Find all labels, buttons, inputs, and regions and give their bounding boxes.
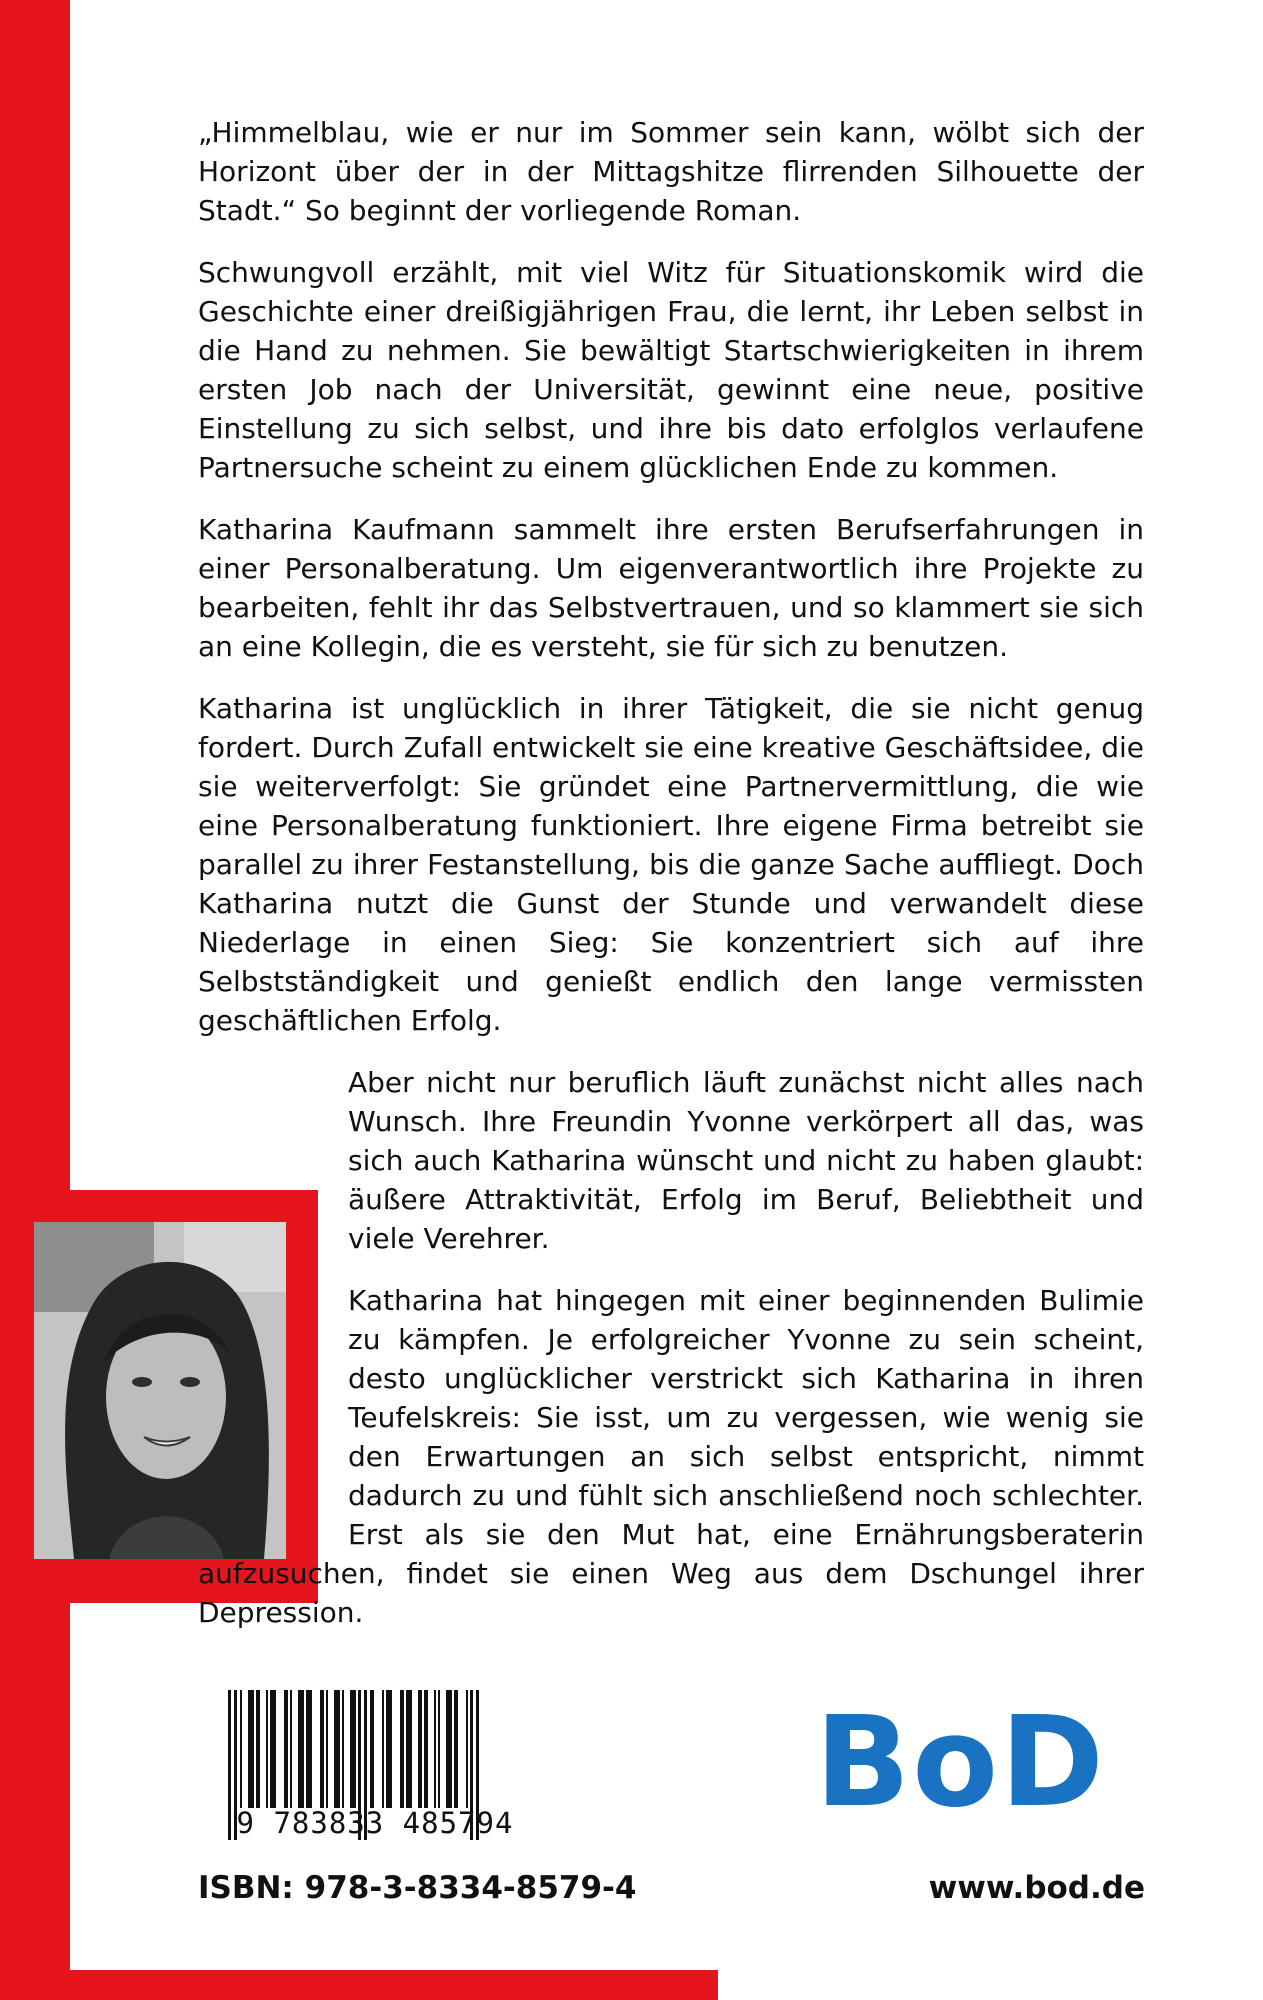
barcode-bar (466, 1690, 468, 1808)
bod-logo: BoD (815, 1690, 1106, 1835)
blurb-paragraph: Katharina Kaufmann sammelt ihre ersten Berufserfahrungen in einer Personalberatung. Um eigenverantwortlich ihre Projekte zu bearbeiten, fehlt ihr das Selbstvertrauen, und so klammert sie sich an eine Kollegin, die es versteht, sie für sich zu benutzen. (198, 513, 1144, 663)
photo-wrap-spacer (198, 1102, 348, 1520)
isbn-label: ISBN: 978-3-8334-8579-4 (198, 1870, 637, 1906)
barcode-bar (248, 1690, 254, 1808)
barcode-bar (446, 1690, 452, 1808)
barcode-bar (454, 1690, 458, 1808)
barcode-bar (400, 1690, 404, 1808)
barcode-bar (418, 1690, 422, 1808)
barcode-bar (266, 1690, 268, 1808)
blurb-paragraph: Katharina ist unglücklich in ihrer Tätigkeit, die sie nicht genug fordert. Durch Zufall entwickelt sie eine kreative Geschäftsidee, die sie weiterverfolgt: Sie gründet eine Partnervermittlung, die wie eine Personalberatung funktioniert. Ihre eigene Firma betreibt sie parallel zu ihrer Festanstellung, bis die ganze Sache auffliegt. Doch Katharina nutzt die Gunst der Stunde und verwandelt diese Niederlage in einen Sieg: Sie konzentriert sich auf ihre Selbstständigkeit und genießt endlich den lange vermissten geschäftlichen Erfolg. (198, 692, 1144, 1037)
barcode-bar (256, 1690, 260, 1808)
barcode-bar (306, 1690, 312, 1808)
blurb-paragraph: Schwungvoll erzählt, mit viel Witz für Situationskomik wird die Geschichte einer dreißigjährigen Frau, die lernt, ihr Leben selbst in die Hand zu nehmen. Sie bewältigt Startschwierigkeiten in ihrem ersten Job nach der Universität, gewinnt eine neue, positive Einstellung zu sich selbst, und ihre bis dato erfolglos verlaufene Partnersuche scheint zu einem glücklichen Ende zu kommen. (198, 256, 1144, 484)
blurb-paragraph: Katharina hat hingegen mit einer beginnenden Bulimie zu kämpfen. Je erfolgreicher Yvonne zu sein scheint, desto unglücklicher verstrickt sich Katharina in ihren Teufelskreis: Sie isst, um zu vergessen, wie wenig sie den Erwartungen an sich selbst entspricht, nimmt dadurch zu und fühlt sich anschließend noch schlechter. Erst als sie den Mut hat, eine Ernährungsberaterin aufzusuchen, findet sie einen Weg aus dem Dschungel ihrer Depression. (198, 1284, 1144, 1629)
barcode-bar (284, 1690, 288, 1808)
red-bottom-band (0, 1970, 718, 2000)
barcode-bar (434, 1690, 436, 1808)
barcode-bar (334, 1690, 340, 1808)
barcode-bar (342, 1690, 344, 1808)
barcode-bar (240, 1690, 242, 1808)
barcode-bar (270, 1690, 276, 1808)
barcode-bar (386, 1690, 392, 1808)
barcode-bar (298, 1690, 304, 1808)
barcode-bar (350, 1690, 356, 1808)
barcode-bar (406, 1690, 412, 1808)
red-side-strip (0, 0, 70, 2000)
barcode-number: 9 783833 485794 (236, 1806, 514, 1840)
barcode-bar (320, 1690, 324, 1808)
barcode-bar (424, 1690, 428, 1808)
blurb-text (198, 113, 1144, 1655)
barcode-bar (370, 1690, 374, 1808)
barcode-bar (326, 1690, 328, 1808)
publisher-url[interactable]: www.bod.de (928, 1870, 1145, 1906)
blurb-paragraph: Aber nicht nur beruflich läuft zunächst nicht alles nach Wunsch. Ihre Freundin Yvonne verkörpert all das, was sich auch Katharina wünscht und nicht zu haben glaubt: äußere Attraktivität, Erfolg im Beruf, Beliebtheit und viele Verehrer. (348, 1066, 1144, 1255)
barcode-bar (382, 1690, 384, 1808)
barcode-bar (290, 1690, 292, 1808)
blurb-paragraph: „Himmelblau, wie er nur im Sommer sein kann, wölbt sich der Horizont über der in der Mittagshitze flirrenden Silhouette der Stadt.“ So beginnt der vorliegende Roman. (198, 116, 1144, 227)
barcode-bar (438, 1690, 440, 1808)
